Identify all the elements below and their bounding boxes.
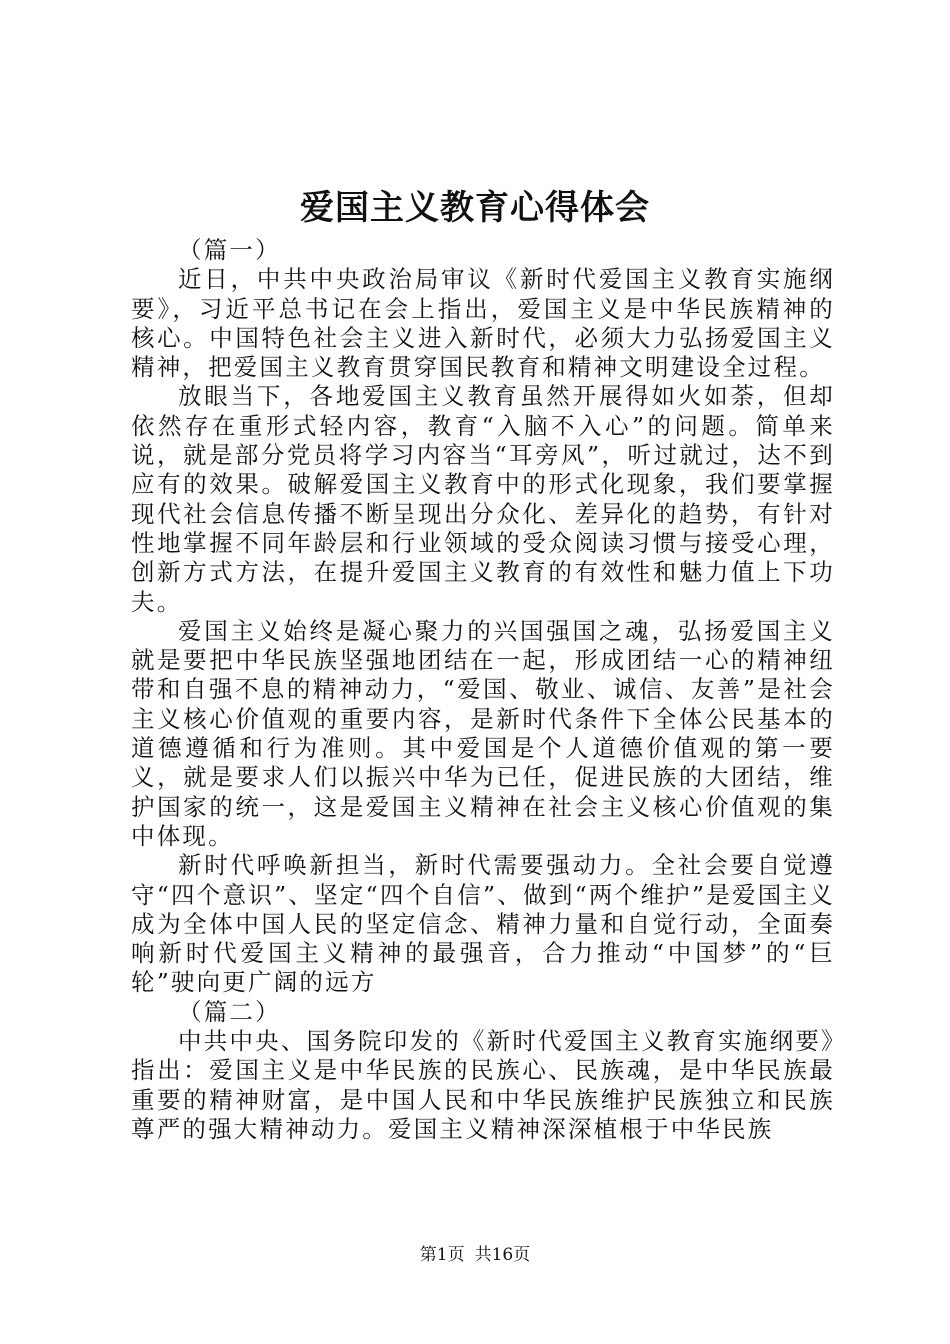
paragraph: 近日，中共中央政治局审议《新时代爱国主义教育实施纲要》，习近平总书记在会上指出，爱国主义是中华民族精神的核心。中国特色社会主义进入新时代，必须大力弘扬爱国主义精神，把爱国主义教育贯穿国民教育和精神文明建设全过程。 bbox=[131, 265, 835, 382]
paragraph: 爱国主义始终是凝心聚力的兴国强国之魂，弘扬爱国主义就是要把中华民族坚强地团结在一起，形成团结一心的精神纽带和自强不息的精神动力，“爱国、敬业、诚信、友善”是社会主义核心价值观的重要内容，是新时代条件下全体公民基本的道德遵循和行为准则。其中爱国是个人道德价值观的第一要义，就是要求人们以振兴中华为已任，促进民族的大团结，维护国家的统一，这是爱国主义精神在社会主义核心价值观的集中体现。 bbox=[131, 616, 835, 850]
page-number: 第1页 bbox=[419, 1245, 465, 1265]
paragraph: 中共中央、国务院印发的《新时代爱国主义教育实施纲要》指出：爱国主义是中华民族的民族心、民族魂，是中华民族最重要的精神财富，是中国人民和中华民族维护民族独立和民族尊严的强大精神动力。爱国主义精神深深植根于中华民族 bbox=[131, 1027, 835, 1143]
document-title: 爱国主义教育心得体会 bbox=[300, 188, 650, 228]
paragraph: 新时代呼唤新担当，新时代需要强动力。全社会要自觉遵守“四个意识”、坚定“四个自信”、做到“两个维护”是爱国主义成为全体中国人民的坚定信念、精神力量和自觉行动，全面奏响新时代爱国主义精神的最强音，合力推动“中国梦”的“巨轮”驶向更广阔的远方 bbox=[131, 851, 835, 997]
document-body bbox=[131, 236, 835, 1144]
page-total: 共16页 bbox=[474, 1245, 531, 1265]
paragraph: 放眼当下，各地爱国主义教育虽然开展得如火如荼，但却依然存在重形式轻内容，教育“入脑不入心”的问题。简单来说，就是部分党员将学习内容当“耳旁风”，听过就过，达不到应有的效果。破解爱国主义教育中的形式化现象，我们要掌握现代社会信息传播不断呈现出分众化、差异化的趋势，有针对性地掌握不同年龄层和行业领域的受众阅读习惯与接受心理，创新方式方法，在提升爱国主义教育的有效性和魅力值上下功夫。 bbox=[131, 382, 835, 616]
section-label: （篇一） bbox=[178, 236, 281, 264]
page-footer bbox=[0, 1244, 950, 1266]
section-label: （篇二） bbox=[178, 997, 281, 1026]
